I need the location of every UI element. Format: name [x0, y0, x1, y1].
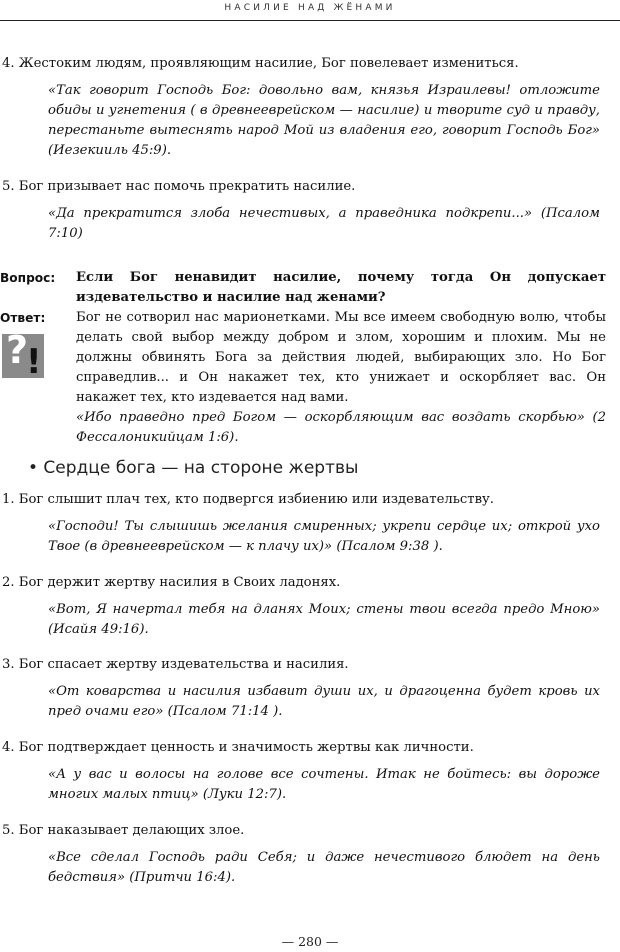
- header-rule: [0, 20, 620, 21]
- item-quote: «А у вас и волосы на голове все сочтены. Итак не бойтесь: вы дороже многих малых птиц» (Луки 12:7).: [48, 767, 600, 802]
- answer-row: [0, 308, 606, 408]
- item-text: 4. Жестоким людям, проявляющим насилие, Бог повелевает измениться.: [2, 56, 519, 71]
- item-quote: «От коварства и насилия избавит души их, и драгоценна будет кровь их пред очами его» (Псалом 71:14 ).: [48, 684, 600, 719]
- answer-label: Ответ:: [0, 311, 46, 325]
- page-number: — 280 —: [281, 934, 339, 949]
- item-quote: «Господи! Ты слышишь желания смиренных; укрепи сердце их; открой ухо Твое (в древнееврейском — к плачу их)» (Псалом 9:38 ).: [48, 519, 600, 554]
- item-text: 3. Бог спасает жертву издевательства и насилия.: [2, 657, 349, 672]
- answer-text: Бог не сотворил нас марионетками. Мы все имеем свободную волю, чтобы делать свой выбор между добром и злом, хорошим и плохим. Мы не должны обвинять Бога за действия людей, выбирающих зло. Но Бог справедлив... и Он накажет тех, кто унижает и оскорбляет вас. Он накажет тех, кто издевается над вами.: [76, 310, 606, 405]
- question-text: Если Бог ненавидит насилие, почему тогда Он допускает издевательство и насилие над женами?: [76, 270, 606, 305]
- list-item: [0, 54, 600, 161]
- item-text: 5. Бог наказывает делающих злое.: [2, 823, 245, 838]
- list-item: [0, 573, 600, 640]
- item-quote: «Все сделал Господь ради Себя; и даже нечестивого блюдет на день бедствия» (Притчи 16:4).: [48, 850, 600, 885]
- exclamation-glyph: !: [26, 342, 42, 382]
- qa-block: [0, 268, 606, 448]
- list-item: [0, 738, 600, 805]
- question-exclamation-icon: [2, 328, 44, 382]
- section-heading: • Сердце бога — на стороне жертвы: [28, 458, 359, 478]
- item-text: 1. Бог слышит плач тех, кто подвергся избиению или издевательству.: [2, 492, 494, 507]
- item-quote: «Да прекратится злоба нечестивых, а праведника подкрепи...» (Псалом 7:10): [48, 206, 600, 241]
- item-text: 5. Бог призывает нас помочь прекратить насилие.: [2, 179, 356, 194]
- question-row: [0, 268, 606, 308]
- item-quote: «Вот, Я начертал тебя на дланях Моих; стены твои всегда предо Мною» (Исайя 49:16).: [48, 602, 600, 637]
- item-quote: «Так говорит Господь Бог: довольно вам, князья Израилевы! отложите обиды и угнетения ( в древнееврейском — насилие) и творите суд и правду, перестаньте вытеснять народ Мой из владения его, говорит Господь Бог» (Иезекииль 45:9).: [48, 83, 600, 158]
- list-item: [0, 821, 600, 888]
- list-item: [0, 177, 600, 244]
- item-text: 2. Бог держит жертву насилия в Своих ладонях.: [2, 575, 341, 590]
- list-item: [0, 490, 600, 557]
- item-text: 4. Бог подтверждает ценность и значимость жертвы как личности.: [2, 740, 474, 755]
- running-header: НАСИЛИЕ НАД ЖЁНАМИ: [224, 3, 396, 13]
- answer-quote: «Ибо праведно пред Богом — оскорбляющим вас воздать скорбью» (2 Фессалоникийцам 1:6).: [76, 410, 606, 445]
- question-label: Вопрос:: [0, 271, 56, 285]
- question-mark-glyph: ?: [6, 328, 29, 372]
- list-item: [0, 655, 600, 722]
